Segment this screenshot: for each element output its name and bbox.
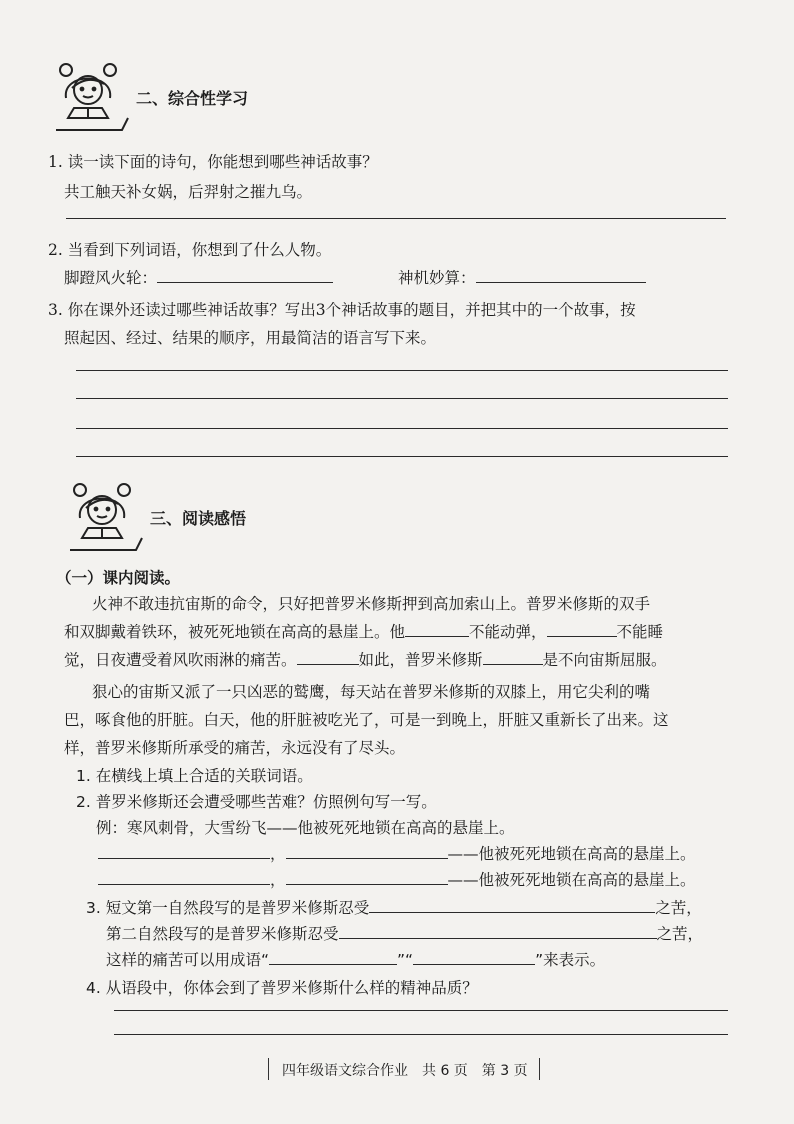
s3-q4-answer-line[interactable] — [114, 1010, 728, 1011]
fill-blank[interactable] — [269, 963, 397, 965]
girl-reading-icon — [52, 58, 130, 132]
s2-q2-a — [64, 266, 333, 288]
text: ， — [270, 871, 286, 889]
text: ”来表示。 — [535, 951, 606, 969]
s3-q2-fill-row — [98, 842, 696, 864]
s3-q2-fill-row — [98, 868, 696, 890]
text: 不能动弹， — [469, 623, 547, 641]
s2-q3-answer-line[interactable] — [76, 370, 728, 371]
text: 之苦， — [655, 899, 702, 917]
fill-blank[interactable] — [369, 911, 655, 913]
text: 之苦， — [656, 925, 704, 943]
text: 3. 短文第一自然段写的是普罗米修斯忍受 — [86, 899, 370, 917]
girl-reading-icon — [66, 478, 144, 552]
s3-q4-answer-line[interactable] — [114, 1034, 728, 1035]
s2-q3-line1: 3. 你在课外还读过哪些神话故事？写出3个神话故事的题目，并把其中的一个故事，按 — [48, 301, 636, 319]
s3-p1-line3 — [64, 648, 667, 670]
example-label: 例： — [96, 819, 128, 837]
s3-subtitle: （一）课内阅读。 — [56, 569, 181, 587]
text: 第二自然段写的是普罗米修斯忍受 — [106, 925, 339, 943]
s2-q2-b-blank[interactable] — [476, 281, 646, 283]
text: 觉，日夜遭受着风吹雨淋的痛苦。 — [64, 651, 297, 669]
s2-q1-answer-line[interactable] — [66, 218, 726, 219]
s2-q1-poem: 共工触天补女娲，后羿射之摧九乌。 — [64, 183, 313, 201]
fill-blank[interactable] — [98, 857, 270, 859]
s3-q3-line2 — [106, 922, 703, 944]
s3-q1: 1. 在横线上填上合适的关联词语。 — [76, 767, 313, 785]
s2-q2-b-label: 神机妙算： — [398, 269, 476, 287]
fill-blank[interactable] — [547, 635, 617, 637]
text: ”“ — [397, 951, 414, 969]
s3-q4: 4. 从语段中，你体会到了普罗米修斯什么样的精神品质？ — [86, 979, 478, 997]
text: 这样的痛苦可以用成语“ — [106, 951, 270, 969]
s2-q3-line2: 照起因、经过、结果的顺序，用最简洁的语言写下来。 — [64, 329, 437, 347]
s2-q2-b — [398, 266, 646, 288]
s3-p2-line2: 巴，啄食他的肝脏。白天，他的肝脏被吃光了，可是一到晚上，肝脏又重新长了出来。这 — [64, 711, 669, 729]
text: ——他被死死地锁在高高的悬崖上。 — [447, 871, 696, 889]
s3-example — [96, 816, 515, 838]
text: ， — [270, 845, 286, 863]
section3-title: 三、阅读感悟 — [150, 509, 247, 528]
fill-blank[interactable] — [413, 963, 535, 965]
text: 和双脚戴着铁环，被死死地锁在高高的悬崖上。他 — [64, 623, 406, 641]
s3-p2-line1: 狠心的宙斯又派了一只凶恶的鹫鹰，每天站在普罗米修斯的双膝上，用它尖利的嘴 — [92, 683, 651, 701]
text: 是不向宙斯屈服。 — [542, 651, 667, 669]
fill-blank[interactable] — [286, 857, 448, 859]
section2-title: 二、综合性学习 — [136, 89, 249, 108]
text: ——他被死死地锁在高高的悬崖上。 — [447, 845, 696, 863]
fill-blank[interactable] — [405, 635, 469, 637]
s2-q2-a-blank[interactable] — [157, 281, 333, 283]
s3-q3-line3 — [106, 948, 605, 970]
s3-q3-line1 — [86, 896, 702, 918]
s2-q2-a-label: 脚蹬风火轮： — [64, 269, 158, 287]
fill-blank[interactable] — [297, 663, 359, 665]
example-text: 寒风刺骨，大雪纷飞——他被死死地锁在高高的悬崖上。 — [127, 819, 515, 837]
s3-p2-line3: 样，普罗米修斯所承受的痛苦，永远没有了尽头。 — [64, 739, 406, 757]
s2-q3-answer-line[interactable] — [76, 428, 728, 429]
text: 不能睡 — [616, 623, 664, 641]
text: 如此，普罗米修斯 — [358, 651, 483, 669]
s2-q3-answer-line[interactable] — [76, 456, 728, 457]
footer-text: 四年级语文综合作业 共 6 页 第 3 页 — [282, 1063, 528, 1079]
fill-blank[interactable] — [483, 663, 543, 665]
fill-blank[interactable] — [98, 883, 270, 885]
s3-p1-line2 — [64, 620, 663, 642]
s3-p1-line1: 火神不敢违抗宙斯的命令，只好把普罗米修斯押到高加索山上。普罗米修斯的双手 — [92, 595, 651, 613]
s2-q3-answer-line[interactable] — [76, 398, 728, 399]
s2-q2: 2. 当看到下列词语，你想到了什么人物。 — [48, 241, 332, 259]
fill-blank[interactable] — [286, 883, 448, 885]
s2-q1: 1. 读一读下面的诗句，你能想到哪些神话故事？ — [48, 153, 378, 171]
fill-blank[interactable] — [339, 937, 657, 939]
s3-q2: 2. 普罗米修斯还会遭受哪些苦难？仿照例句写一写。 — [76, 793, 437, 811]
